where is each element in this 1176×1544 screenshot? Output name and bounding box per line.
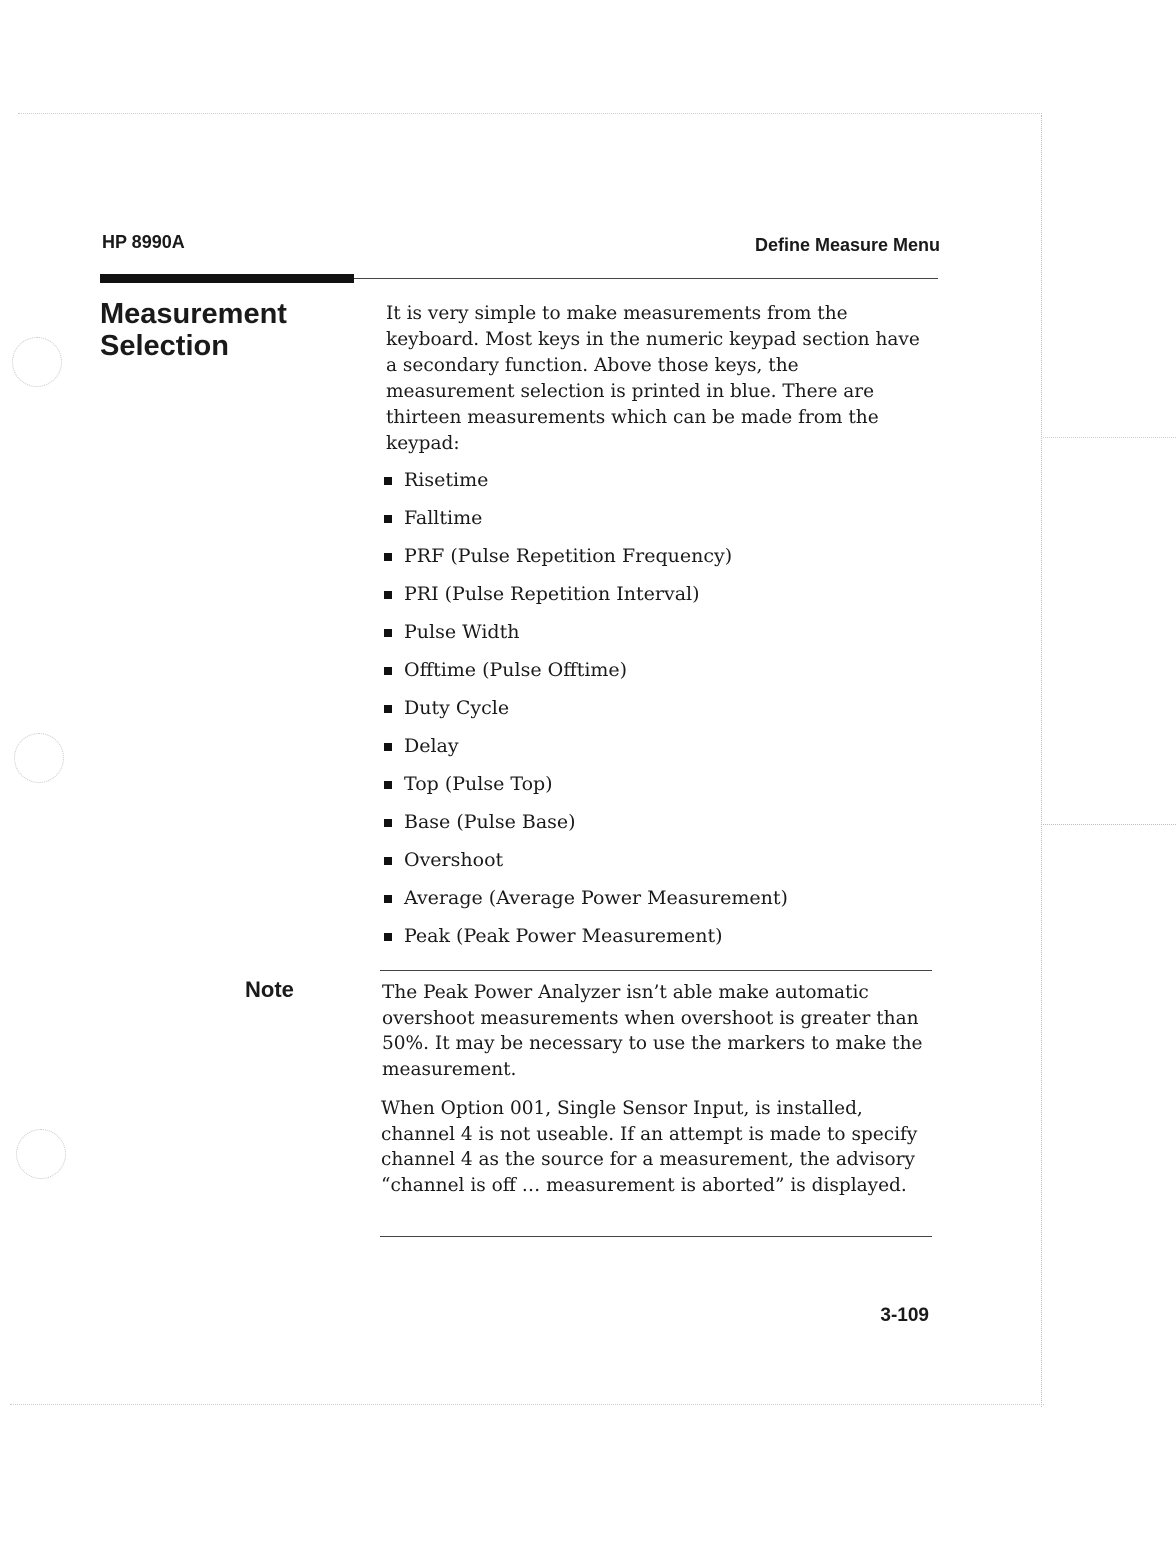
intro-paragraph: It is very simple to make measurements from the keyboard. Most keys in the numeric keypad section have a secondary function. Above those keys, the measurement selection is printed in blue. There are thirteen measurements which can be made from the keypad: — [386, 303, 920, 454]
square-bullet-icon — [384, 553, 392, 561]
binder-hole-icon — [16, 1129, 66, 1179]
square-bullet-icon — [384, 933, 392, 941]
scan-edge-right — [1041, 115, 1042, 1407]
list-item — [382, 505, 788, 543]
scan-tab-edge — [1043, 437, 1176, 438]
list-item-label: Top (Pulse Top) — [404, 773, 553, 795]
scan-edge-top — [18, 113, 1042, 114]
section-title-line: Selection — [100, 330, 229, 362]
list-item — [382, 923, 788, 961]
list-item-label: Falltime — [404, 507, 483, 529]
list-item-label: Delay — [404, 735, 459, 757]
section-title — [100, 298, 287, 362]
list-item — [382, 581, 788, 619]
list-item-label: Base (Pulse Base) — [404, 811, 576, 833]
list-item — [382, 733, 788, 771]
note-paragraph: When Option 001, Single Sensor Input, is installed, channel 4 is not useable. If an attempt is made to specify channel 4 as the source for a measurement, the advisory “channel is off … measurement is aborted” is displayed. — [381, 1098, 918, 1196]
square-bullet-icon — [384, 819, 392, 827]
scan-edge-bottom — [10, 1404, 1044, 1405]
list-item — [382, 695, 788, 733]
list-item — [382, 847, 788, 885]
manual-model-header: HP 8990A — [102, 232, 185, 252]
list-item-label: PRF (Pulse Repetition Frequency) — [404, 545, 733, 567]
list-item — [382, 467, 788, 505]
note-label: Note — [245, 977, 294, 1002]
square-bullet-icon — [384, 629, 392, 637]
list-item — [382, 543, 788, 581]
list-item-label: Peak (Peak Power Measurement) — [404, 925, 723, 947]
note-rule-bottom — [380, 1236, 932, 1237]
binder-hole-icon — [12, 337, 62, 387]
chapter-title-header: Define Measure Menu — [754, 235, 940, 255]
list-item-label: Risetime — [404, 469, 489, 491]
scan-tab-edge — [1043, 824, 1176, 825]
list-item-label: Duty Cycle — [404, 697, 510, 719]
binder-hole-icon — [14, 733, 64, 783]
list-item-label: Offtime (Pulse Offtime) — [404, 659, 628, 681]
square-bullet-icon — [384, 591, 392, 599]
measurement-list — [382, 467, 788, 961]
header-rule-accent — [100, 274, 354, 283]
list-item — [382, 619, 788, 657]
note-rule-top — [380, 970, 932, 971]
section-title-line: Measurement — [100, 298, 287, 330]
page-number: 3-109 — [880, 1305, 929, 1326]
list-item — [382, 885, 788, 923]
square-bullet-icon — [384, 477, 392, 485]
list-item — [382, 809, 788, 847]
list-item-label: Pulse Width — [404, 621, 520, 643]
square-bullet-icon — [384, 705, 392, 713]
square-bullet-icon — [384, 515, 392, 523]
square-bullet-icon — [384, 667, 392, 675]
list-item-label: PRI (Pulse Repetition Interval) — [404, 583, 700, 605]
list-item — [382, 771, 788, 809]
list-item-label: Overshoot — [404, 849, 504, 871]
list-item-label: Average (Average Power Measurement) — [404, 887, 788, 909]
square-bullet-icon — [384, 857, 392, 865]
note-paragraph: The Peak Power Analyzer isn’t able make automatic overshoot measurements when overshoot is greater than 50%. It may be necessary to use the markers to make the measurement. — [382, 982, 923, 1080]
square-bullet-icon — [384, 743, 392, 751]
list-item — [382, 657, 788, 695]
square-bullet-icon — [384, 895, 392, 903]
square-bullet-icon — [384, 781, 392, 789]
